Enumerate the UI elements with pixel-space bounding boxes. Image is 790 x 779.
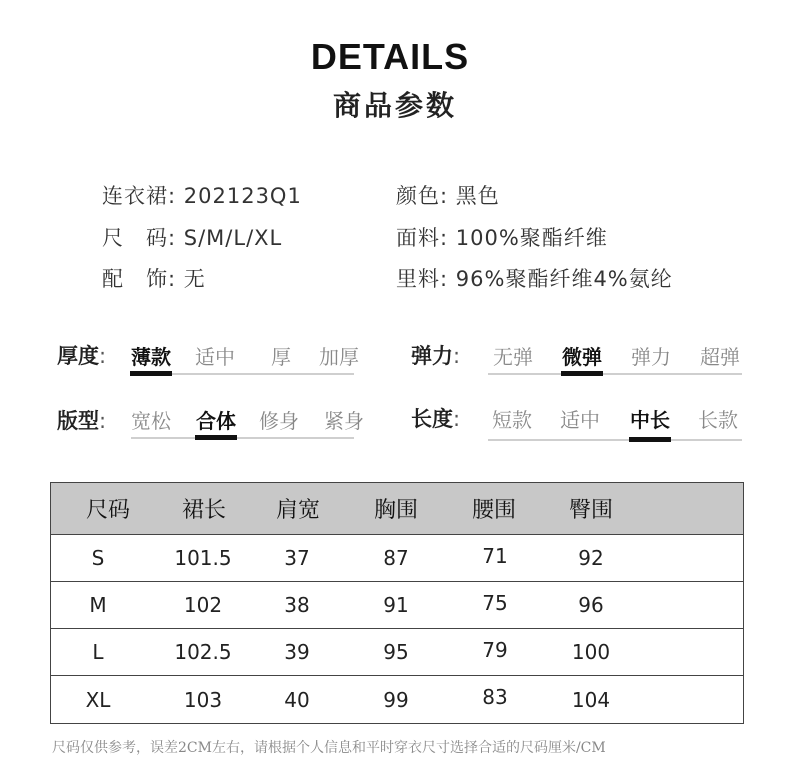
thickness-option: 适中 bbox=[195, 345, 235, 369]
spec-label: 面料: bbox=[396, 226, 449, 250]
fit-option: 修身 bbox=[259, 409, 299, 433]
attr-label-thickness: 厚度: bbox=[57, 344, 107, 368]
elasticity-option: 弹力 bbox=[631, 345, 671, 369]
table-cell: 38 bbox=[284, 593, 310, 617]
thickness-option: 加厚 bbox=[319, 345, 359, 369]
table-row bbox=[51, 676, 743, 723]
table-row bbox=[51, 629, 743, 676]
table-cell: 96 bbox=[578, 593, 604, 617]
spec-item-color bbox=[396, 180, 500, 210]
table-row bbox=[51, 535, 743, 582]
thickness-selected-marker bbox=[130, 371, 172, 376]
spec-label: 连衣裙: bbox=[102, 184, 177, 208]
elasticity-selected-marker bbox=[561, 371, 603, 376]
details-title: DETAILS bbox=[310, 36, 470, 77]
thickness-option: 厚 bbox=[271, 345, 291, 369]
fit-option: 紧身 bbox=[324, 409, 364, 433]
spec-value: S/M/L/XL bbox=[183, 226, 283, 250]
table-cell: 37 bbox=[284, 546, 310, 570]
table-cell: 40 bbox=[284, 687, 310, 712]
table-cell: 102.5 bbox=[174, 640, 232, 664]
table-cell: L bbox=[92, 640, 104, 664]
table-cell: 100 bbox=[571, 640, 611, 664]
table-cell: 87 bbox=[383, 546, 409, 570]
table-cell: 71 bbox=[482, 544, 508, 568]
spec-label: 颜色: bbox=[396, 184, 449, 208]
table-cell: 99 bbox=[383, 687, 409, 712]
size-table bbox=[50, 482, 744, 724]
elasticity-option: 超弹 bbox=[700, 345, 740, 369]
spec-value: 100%聚酯纤维 bbox=[455, 226, 608, 250]
size-table-header bbox=[51, 483, 743, 535]
fit-track bbox=[131, 437, 354, 439]
table-cell: 101.5 bbox=[174, 546, 232, 570]
length-option: 短款 bbox=[492, 408, 532, 432]
length-option: 中长 bbox=[630, 408, 670, 432]
spec-value: 96%聚酯纤维4%氨纶 bbox=[455, 267, 673, 291]
spec-value: 202123Q1 bbox=[183, 184, 302, 208]
spec-item-accessory bbox=[102, 263, 206, 293]
spec-item-size bbox=[102, 222, 282, 252]
table-cell: 104 bbox=[571, 687, 611, 712]
length-track bbox=[488, 439, 742, 441]
elasticity-option: 微弹 bbox=[562, 345, 602, 369]
fit-selected-marker bbox=[195, 435, 237, 440]
table-cell: 75 bbox=[482, 591, 508, 615]
table-cell: 91 bbox=[383, 593, 409, 617]
header-bust: 胸围 bbox=[373, 498, 418, 523]
fit-option: 合体 bbox=[196, 409, 236, 433]
spec-item-model bbox=[102, 180, 302, 210]
spec-label: 里料: bbox=[396, 267, 449, 291]
table-cell: 79 bbox=[482, 638, 508, 662]
table-cell: S bbox=[91, 546, 105, 570]
header-waist: 腰围 bbox=[471, 498, 516, 523]
length-option: 适中 bbox=[560, 408, 600, 432]
table-cell: 103 bbox=[183, 687, 223, 712]
attr-label-length: 长度: bbox=[411, 407, 461, 431]
product-params-title: 商品参数 bbox=[332, 89, 457, 122]
table-cell: 39 bbox=[284, 640, 310, 664]
spec-item-lining bbox=[396, 263, 673, 293]
table-cell: XL bbox=[85, 687, 111, 712]
header-shoulder: 肩宽 bbox=[275, 498, 320, 523]
size-note: 尺码仅供参考，误差2CM左右，请根据个人信息和平时穿衣尺寸选择合适的尺码厘米/CM bbox=[52, 740, 606, 756]
spec-label: 尺 码: bbox=[102, 226, 177, 250]
elasticity-track bbox=[488, 373, 742, 375]
spec-value: 无 bbox=[183, 267, 206, 291]
header-length: 裙长 bbox=[181, 498, 226, 523]
header-hip: 臀围 bbox=[568, 498, 613, 523]
table-cell: 83 bbox=[482, 685, 508, 709]
spec-label: 配 饰: bbox=[102, 267, 177, 291]
length-selected-marker bbox=[629, 437, 671, 442]
spec-value: 黑色 bbox=[455, 184, 500, 208]
table-row bbox=[51, 582, 743, 629]
header-size: 尺码 bbox=[85, 498, 130, 523]
table-cell: M bbox=[89, 593, 107, 617]
attr-label-elasticity: 弹力: bbox=[411, 344, 461, 368]
attr-label-fit: 版型: bbox=[57, 409, 107, 433]
length-option: 长款 bbox=[698, 408, 738, 432]
table-cell: 102 bbox=[183, 593, 223, 617]
thickness-option: 薄款 bbox=[131, 345, 171, 369]
table-cell: 95 bbox=[383, 640, 409, 664]
table-cell: 92 bbox=[578, 546, 604, 570]
elasticity-option: 无弹 bbox=[493, 345, 533, 369]
spec-item-fabric bbox=[396, 222, 608, 252]
fit-option: 宽松 bbox=[131, 409, 171, 433]
